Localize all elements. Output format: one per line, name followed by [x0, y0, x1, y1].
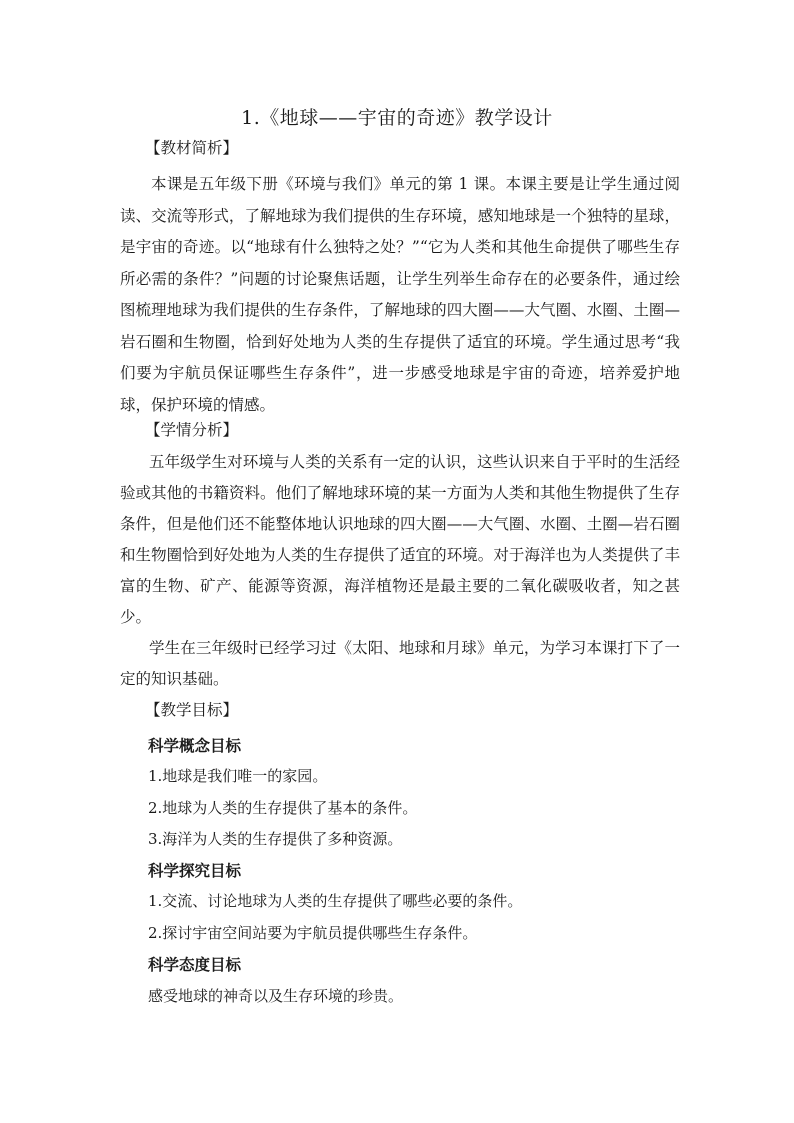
concept-goal-item-2: 2.地球为人类的生存提供了基本的条件。	[148, 799, 418, 817]
concept-goal-item-1: 1.地球是我们唯一的家园。	[148, 767, 328, 785]
document-title: 1.《地球——宇宙的奇迹》教学设计	[241, 107, 553, 129]
inquiry-goal-item-1: 1.交流、讨论地球为人类的生存提供了哪些必要的条件。	[148, 892, 523, 910]
section-heading-students: 【学情分析】	[145, 421, 239, 439]
section-heading-textbook: 【教材简析】	[145, 139, 239, 157]
student-analysis-paragraph-1: 五年级学生对环境与人类的关系有一定的认识，这些认识来自于平时的生活经验或其他的书籍资料。他们了解地球环境的某一方面为人类和其他生物提供了生存条件，但是他们还不能整体地认识地球的四大圈——大气圈、水圈、土圈—岩石圈和生物圈恰到好处地为人类的生存提供了适宜的环境。对于海洋也为人类提供了丰富的生物、矿产、能源等资源，海洋植物还是最主要的二氧化碳吸收者，知之甚少。	[120, 453, 680, 626]
attitude-goal-item-1: 感受地球的神奇以及生存环境的珍贵。	[148, 987, 404, 1005]
concept-goal-item-3: 3.海洋为人类的生存提供了多种资源。	[148, 830, 403, 848]
inquiry-goal-heading: 科学探究目标	[148, 861, 242, 880]
concept-goal-heading: 科学概念目标	[148, 736, 242, 755]
attitude-goal-heading: 科学态度目标	[148, 955, 242, 974]
student-analysis-block	[120, 447, 680, 695]
textbook-analysis-block	[120, 169, 680, 421]
textbook-analysis-paragraph: 本课是五年级下册《环境与我们》单元的第 1 课。本课主要是让学生通过阅读、交流等形式，了解地球为我们提供的生存环境，感知地球是一个独特的星球，是宇宙的奇迹。以“地球有什么独特之处？”“它为人类和其他生命提供了哪些生存所必需的条件？”问题的讨论聚焦话题，让学生列举生命存在的必要条件，通过绘图梳理地球为我们提供的生存条件，了解地球的四大圈——大气圈、水圈、土圈—岩石圈和生物圈，恰到好处地为人类的生存提供了适宜的环境。学生通过思考“我们要为宇航员保证哪些生存条件”，进一步感受地球是宇宙的奇迹，培养爱护地球，保护环境的情感。	[120, 175, 680, 414]
inquiry-goal-item-2: 2.探讨宇宙空间站要为宇航员提供哪些生存条件。	[148, 924, 478, 942]
student-analysis-paragraph-2: 学生在三年级时已经学习过《太阳、地球和月球》单元，为学习本课打下了一定的知识基础。	[120, 639, 680, 688]
section-heading-goals: 【教学目标】	[145, 701, 239, 719]
